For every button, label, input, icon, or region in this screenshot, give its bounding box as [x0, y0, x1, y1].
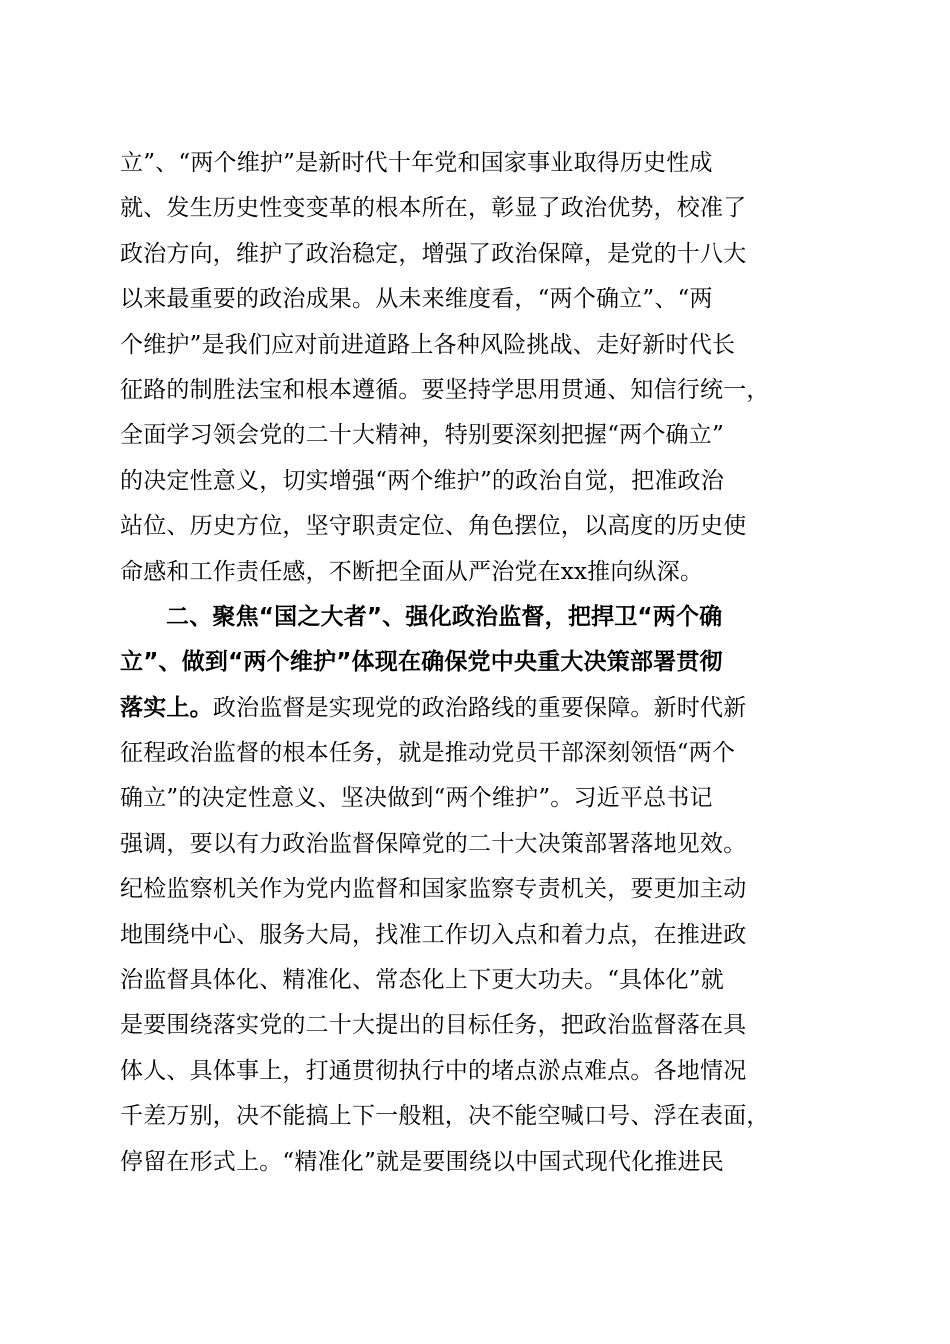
paragraph-line: 征程政治监督的根本任务，就是推动党员干部深刻领悟“两个 — [120, 740, 736, 767]
paragraph-line: 体人、具体事上，打通贯彻执行中的堵点淤点难点。各地情况 — [120, 1057, 747, 1084]
paragraph-line: 征路的制胜法宝和根本遵循。要坚持学思用贯通、知信行统一， — [120, 376, 770, 403]
paragraph-line: 纪检监察机关作为党内监督和国家监察专责机关，要更加主动 — [120, 876, 747, 903]
paragraph-line: 停留在形式上。“精准化”就是要围绕以中国式现代化推进民 — [120, 1148, 724, 1175]
document-body — [120, 141, 832, 1185]
paragraph-line: 千差万别，决不能搞上下一般粗，决不能空喊口号、浮在表面， — [120, 1103, 770, 1130]
paragraph-line: 强调，要以有力政治监督保障党的二十大决策部署落地见效。 — [120, 830, 747, 857]
paragraph-line: 以来最重要的政治成果。从未来维度看，“两个确立”、“两 — [120, 286, 713, 313]
paragraph-line: 全面学习领会党的二十大精神，特别要深刻把握“两个确立” — [120, 422, 724, 449]
paragraph-line: 治监督具体化、精准化、常态化上下更大功夫。“具体化”就 — [120, 967, 724, 994]
section-heading-line — [120, 595, 832, 640]
paragraph-line: 是要围绕落实党的二十大提出的目标任务，把政治监督落在具 — [120, 1012, 747, 1039]
paragraph-line: 的决定性意义，切实增强“两个维护”的政治自觉，把准政治 — [120, 467, 724, 494]
paragraph-line: 地围绕中心、服务大局，找准工作切入点和着力点，在推进政 — [120, 921, 747, 948]
paragraph-line: 个维护”是我们应对前进道路上各种风险挑战、走好新时代长 — [120, 331, 736, 358]
section-heading: 立”、做到“两个维护”体现在确保党中央重大决策部署贯彻 — [120, 649, 723, 676]
paragraph-line: 确立”的决定性意义、坚决做到“两个维护”。习近平总书记 — [120, 785, 713, 812]
section-heading: 二、聚焦“国之大者”、强化政治监督，把捍卫“两个确 — [166, 603, 723, 630]
section-heading: 落实上。 — [120, 694, 213, 721]
paragraph-line: 命感和工作责任感，不断把全面从严治党在xx推向纵深。 — [120, 558, 704, 585]
paragraph-line: 政治方向，维护了政治稳定，增强了政治保障，是党的十八大 — [120, 240, 747, 267]
paragraph-line: 站位、历史方位，坚守职责定位、角色摆位，以高度的历史使 — [120, 513, 747, 540]
paragraph-line: 立”、“两个维护”是新时代十年党和国家事业取得历史性成 — [120, 150, 713, 176]
section-heading-line: 落实上。政治监督是实现党的政治路线的重要保障。新时代新 — [120, 694, 747, 721]
section-heading-line — [120, 640, 832, 685]
paragraph-line: 就、发生历史性变变革的根本所在，彰显了政治优势，校准了 — [120, 195, 747, 222]
